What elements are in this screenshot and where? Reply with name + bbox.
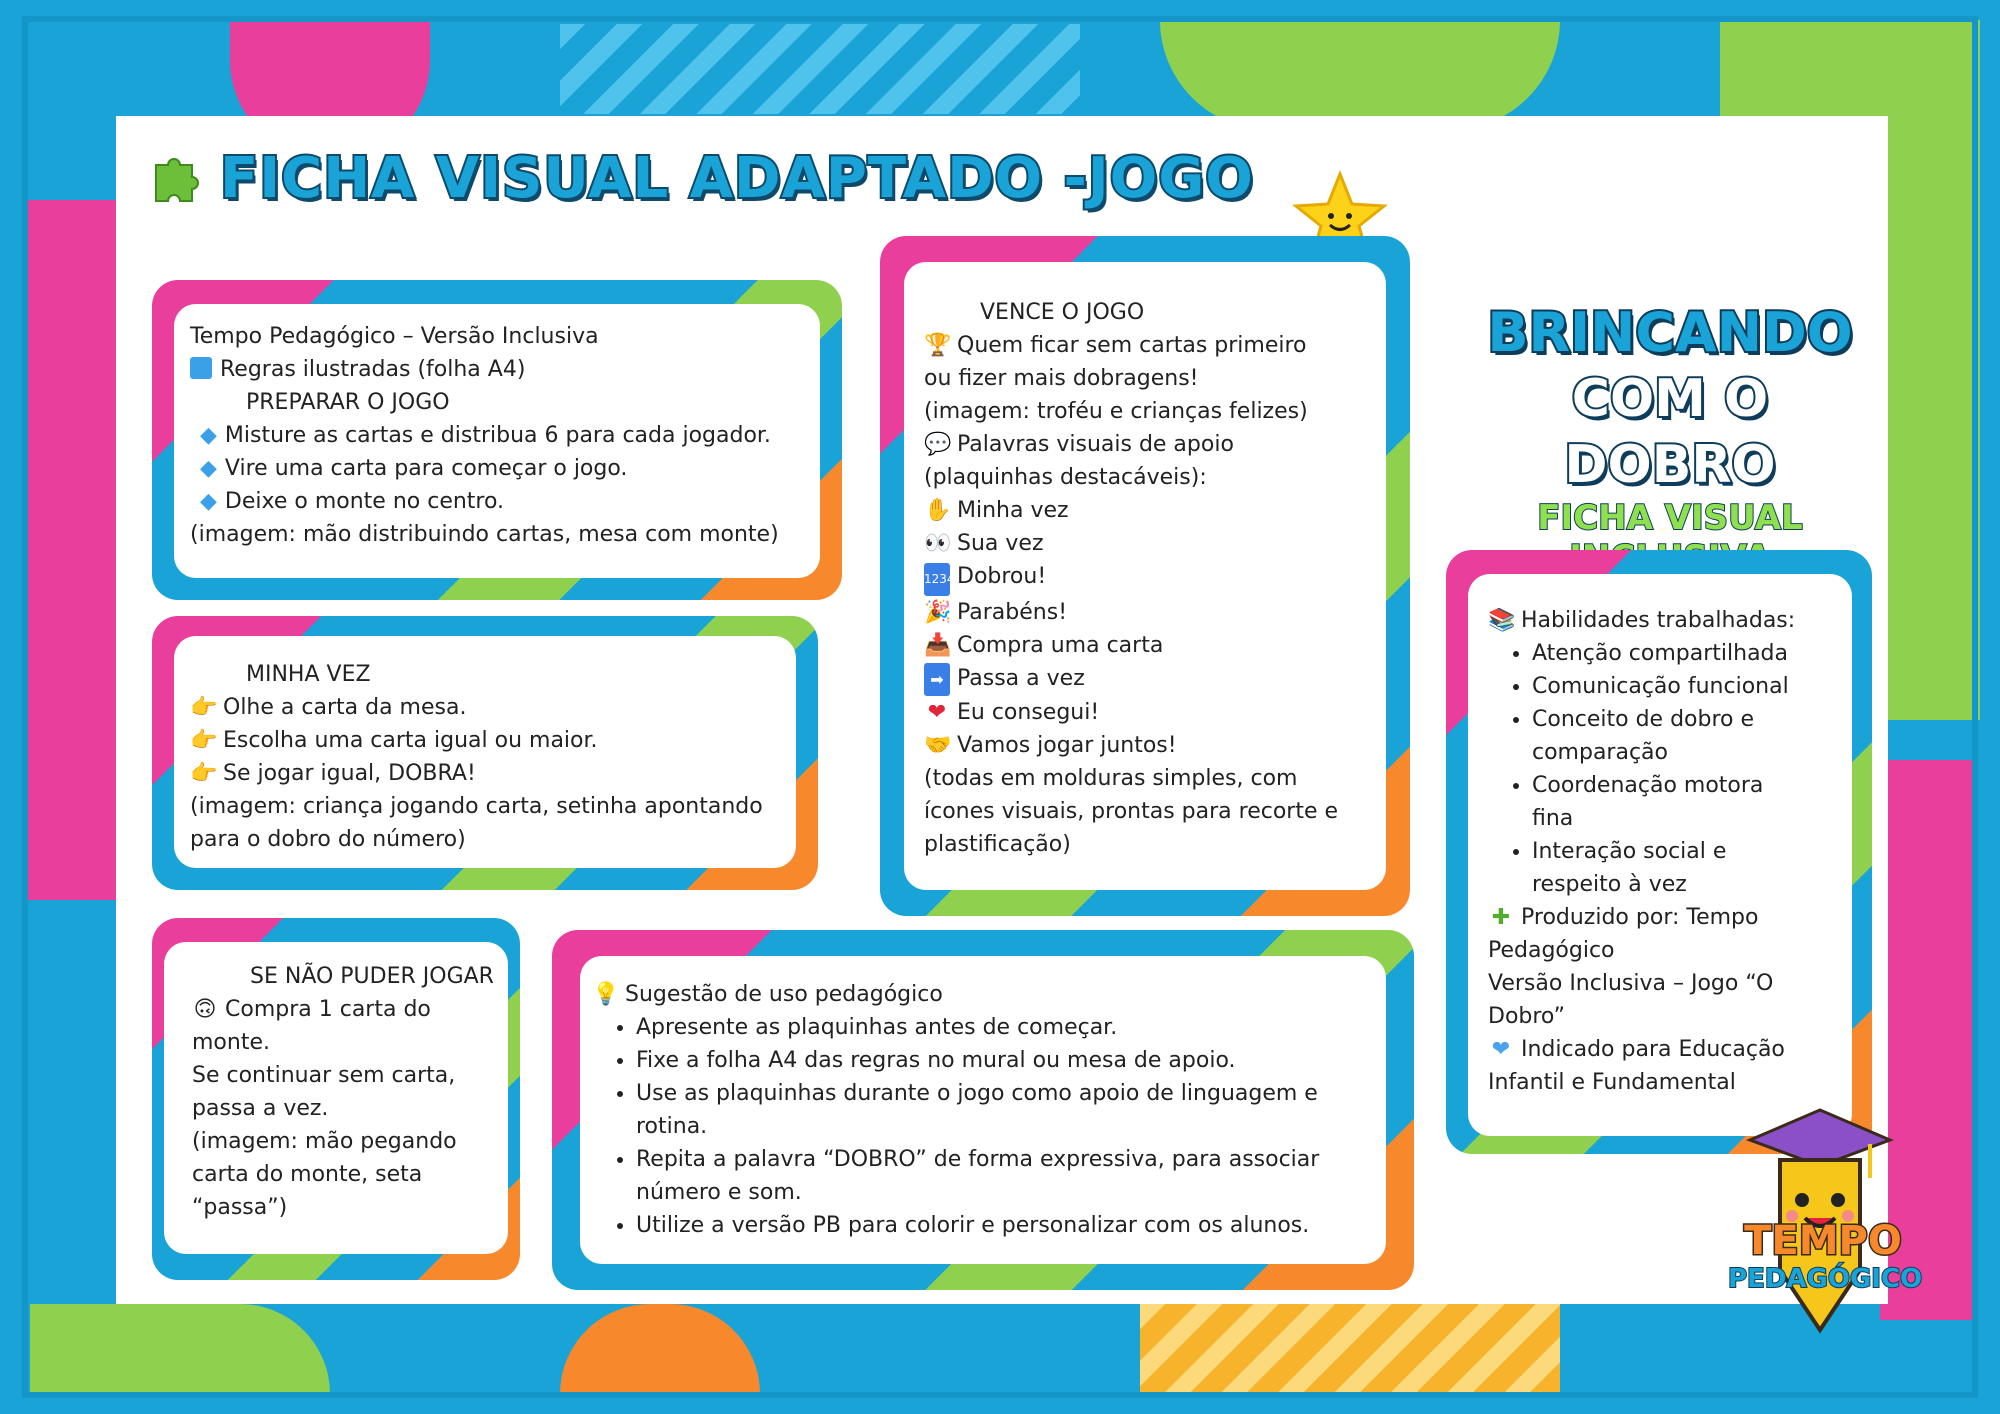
card-nao-puder-heading: SE NÃO PUDER JOGAR xyxy=(250,964,494,989)
card-nao-puder-line-5: (imagem: mão pegando xyxy=(192,1129,457,1154)
list-item: • Comunicação funcional xyxy=(1532,670,1852,703)
list-item: • Conceito de dobro e comparação xyxy=(1532,703,1852,769)
numbers-icon: 1234 xyxy=(924,563,950,596)
trophy-icon: 🏆 xyxy=(924,333,952,358)
card-minha-vez-item-1: Olhe a carta da mesa. xyxy=(223,695,467,720)
list-item: • Repita a palavra “DOBRO” de forma expressiva, para associar número e som. xyxy=(636,1143,1386,1209)
list-item: • Atenção compartilhada xyxy=(1532,637,1852,670)
word-label-7: Eu consegui! xyxy=(957,700,1100,725)
card-preparar-item-3: Deixe o monte no centro. xyxy=(224,489,505,514)
card-habilidades-versao-2: Dobro” xyxy=(1488,1004,1565,1029)
card-vence-note-2: ícones visuais, prontas para recorte e xyxy=(924,799,1339,824)
brand-line-3: FICHA VISUAL xyxy=(1537,498,1803,538)
hand-icon: ✋ xyxy=(924,498,952,523)
card-preparar-item-2: Vire uma carta para começar o jogo. xyxy=(224,456,628,481)
word-label-5: Compra uma carta xyxy=(957,633,1164,658)
card-habilidades-ind-2: Infantil e Fundamental xyxy=(1488,1070,1736,1095)
page-title-text: FICHA VISUAL ADAPTADO -JOGO xyxy=(220,145,1254,211)
card-vence-line-3: (imagem: troféu e crianças felizes) xyxy=(924,399,1308,424)
page-title xyxy=(150,138,1254,218)
word-label-3: Dobrou! xyxy=(957,564,1047,589)
word-label-6: Passa a vez xyxy=(957,666,1085,691)
card-vence-o-jogo xyxy=(880,236,1410,916)
diamond-icon: ◆ xyxy=(200,489,217,514)
card-vence-line-1: Quem ficar sem cartas primeiro xyxy=(957,333,1307,358)
card-nao-puder-line-6: carta do monte, seta xyxy=(192,1162,423,1187)
card-minha-vez-item-3: Se jogar igual, DOBRA! xyxy=(223,761,476,786)
blue-heart-icon: ❤ xyxy=(1491,1037,1511,1062)
card-vence-line-5: (plaquinhas destacáveis): xyxy=(924,465,1207,490)
card-preparar-line-2: Regras ilustradas (folha A4) xyxy=(220,357,526,382)
word-label-4: Parabéns! xyxy=(957,600,1068,625)
logo-line-2: PEDAGÓGICO xyxy=(1728,1264,1923,1294)
word-label-8: Vamos jogar juntos! xyxy=(957,733,1177,758)
card-sugestao-uso xyxy=(552,930,1414,1290)
tempo-pedagogico-logo xyxy=(1710,1100,1930,1350)
brand-line-2: COM O DOBRO xyxy=(1564,369,1776,495)
pointing-hand-icon: 👉 xyxy=(190,728,218,753)
card-minha-vez-note-2: para o dobro do número) xyxy=(190,827,466,852)
puzzle-icon xyxy=(150,151,204,205)
card-habilidades-prod-1: Produzido por: Tempo xyxy=(1521,905,1759,930)
card-preparar-heading: PREPARAR O JOGO xyxy=(246,390,450,415)
card-preparar-jogo xyxy=(152,280,842,600)
card-vence-line-4: Palavras visuais de apoio xyxy=(957,432,1234,457)
card-minha-vez xyxy=(152,616,818,890)
brand-title xyxy=(1470,300,1870,578)
word-label-1: Minha vez xyxy=(957,498,1069,523)
habilidades-list xyxy=(1488,637,1852,901)
card-habilidades-heading: Habilidades trabalhadas: xyxy=(1521,608,1796,633)
diamond-icon: ◆ xyxy=(200,456,217,481)
blue-square-icon xyxy=(190,357,212,379)
card-preparar-note: (imagem: mão distribuindo cartas, mesa com monte) xyxy=(190,522,779,547)
sugestao-list xyxy=(592,1011,1386,1242)
card-habilidades-versao-1: Versão Inclusiva – Jogo “O xyxy=(1488,971,1774,996)
list-item: • Fixe a folha A4 das regras no mural ou mesa de apoio. xyxy=(636,1044,1386,1077)
pointing-hand-icon: 👉 xyxy=(190,695,218,720)
card-nao-puder-line-3: Se continuar sem carta, xyxy=(192,1063,456,1088)
card-habilidades-prod-2: Pedagógico xyxy=(1488,938,1615,963)
arrow-right-icon: ➡ xyxy=(924,663,950,696)
heart-icon: ❤ xyxy=(927,700,947,725)
card-vence-note-3: plastificação) xyxy=(924,832,1071,857)
word-label-2: Sua vez xyxy=(957,531,1044,556)
card-preparar-item-1: Misture as cartas e distribua 6 para cada jogador. xyxy=(224,423,771,448)
card-vence-heading: VENCE O JOGO xyxy=(980,300,1145,325)
list-item: • Utilize a versão PB para colorir e personalizar com os alunos. xyxy=(636,1209,1386,1242)
card-sugestao-heading: Sugestão de uso pedagógico xyxy=(625,982,943,1007)
diamond-icon: ◆ xyxy=(200,423,217,448)
list-item: • Apresente as plaquinhas antes de começar. xyxy=(636,1011,1386,1044)
speech-bubble-icon: 💬 xyxy=(924,432,952,457)
card-minha-vez-heading: MINHA VEZ xyxy=(246,662,371,687)
card-se-nao-puder-jogar xyxy=(152,918,520,1280)
card-preparar-line-1: Tempo Pedagógico – Versão Inclusiva xyxy=(190,324,599,349)
books-icon: 📚 xyxy=(1488,608,1516,633)
card-habilidades xyxy=(1446,550,1872,1154)
handshake-icon: 🤝 xyxy=(924,733,952,758)
card-vence-line-2: ou fizer mais dobragens! xyxy=(924,366,1199,391)
list-item: • Coordenação motora fina xyxy=(1532,769,1852,835)
logo-line-1: TEMPO xyxy=(1744,1218,1902,1264)
pointing-hand-icon: 👉 xyxy=(190,761,218,786)
brand-line-1: BRINCANDO xyxy=(1487,301,1853,364)
light-bulb-icon: 💡 xyxy=(592,982,620,1007)
card-habilidades-ind-1: Indicado para Educação xyxy=(1521,1037,1785,1062)
inbox-icon: 📥 xyxy=(924,633,952,658)
upside-down-face-icon: 🙃 xyxy=(193,997,217,1022)
card-minha-vez-note-1: (imagem: criança jogando carta, setinha apontando xyxy=(190,794,763,819)
card-minha-vez-item-2: Escolha uma carta igual ou maior. xyxy=(223,728,598,753)
card-nao-puder-line-1: Compra 1 carta do xyxy=(225,997,431,1022)
party-icon: 🎉 xyxy=(924,600,952,625)
card-nao-puder-line-4: passa a vez. xyxy=(192,1096,329,1121)
list-item: • Interação social e respeito à vez xyxy=(1532,835,1852,901)
card-vence-note-1: (todas em molduras simples, com xyxy=(924,766,1298,791)
puzzle-icon: ✚ xyxy=(1491,905,1511,930)
list-item: • Use as plaquinhas durante o jogo como apoio de linguagem e rotina. xyxy=(636,1077,1386,1143)
card-nao-puder-line-2: monte. xyxy=(192,1030,270,1055)
eyes-icon: 👀 xyxy=(924,531,952,556)
card-nao-puder-line-7: “passa”) xyxy=(192,1195,288,1220)
